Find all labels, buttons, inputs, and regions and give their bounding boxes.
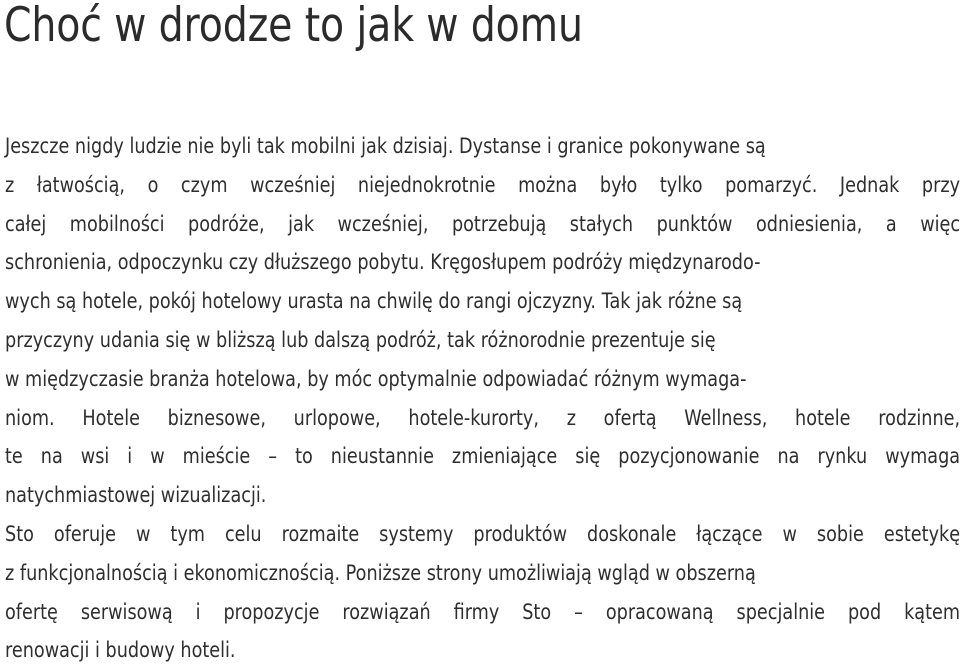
- text-line: w międzyczasie branża hotelowa, by móc optymalnie odpowiadać różnym wymaga-: [5, 366, 747, 391]
- text-line: z funkcjonalnością i ekonomicznością. Poniższe strony umożliwiają wgląd w obszerną: [5, 560, 756, 585]
- text-line: renowacji i budowy hoteli.: [5, 638, 236, 663]
- text-line: z łatwością, o czym wcześniej niejednokrotnie można było tylko pomarzyć. Jednak przy: [5, 172, 960, 197]
- body-text: [5, 127, 960, 670]
- text-line: ofertę serwisową i propozycje rozwiązań firmy Sto – opracowaną specjalnie pod kątem: [5, 599, 960, 624]
- text-line: przyczyny udania się w bliższą lub dalszą podróż, tak różnorodnie prezentuje się: [5, 327, 716, 352]
- text-line: te na wsi i w mieście – to nieustannie zmieniające się pozycjonowanie na rynku wymaga: [5, 444, 960, 469]
- text-line: wych są hotele, pokój hotelowy urasta na chwilę do rangi ojczyzny. Tak jak różne są: [5, 289, 743, 314]
- text-line: Sto oferuje w tym celu rozmaite systemy produktów doskonale łączące w sobie estetykę: [5, 521, 960, 546]
- text-line: natychmiastowej wizualizacji.: [5, 483, 267, 508]
- text-line: schronienia, odpoczynku czy dłuższego pobytu. Kręgosłupem podróży międzynarodo-: [5, 250, 761, 275]
- text-line: całej mobilności podróże, jak wcześniej, potrzebują stałych punktów odniesienia, a więc: [5, 211, 960, 236]
- page-title: Choć w drodze to jak w domu: [4, 0, 583, 53]
- text-line: niom. Hotele biznesowe, urlopowe, hotele-kurorty, z ofertą Wellness, hotele rodzinne,: [5, 405, 960, 430]
- text-line: Jeszcze nigdy ludzie nie byli tak mobilni jak dzisiaj. Dystanse i granice pokonywane są: [5, 134, 766, 158]
